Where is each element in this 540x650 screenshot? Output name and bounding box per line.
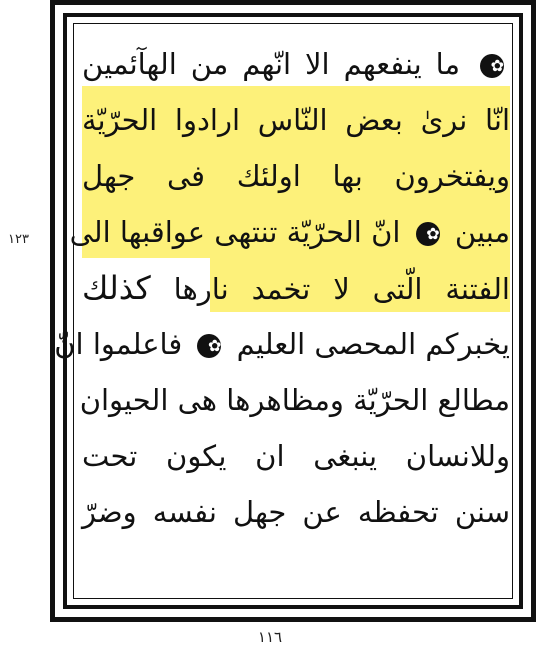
text-block bbox=[54, 36, 510, 596]
text-line-3: ويفتخرون بها اولئك فى جهل bbox=[82, 159, 510, 193]
page-number: ١١٦ bbox=[257, 628, 283, 646]
text-line-4: مبين ✿ انّ الحرّيّة تنتهى عواقبها الى bbox=[82, 204, 510, 260]
text-line-8: وللانسان ينبغى ان يكون تحت bbox=[82, 439, 510, 473]
margin-verse-number: ١٢٣ bbox=[8, 232, 29, 247]
text-line-1: ✿ ما ينفعهم الا انّهم من الهآئمين bbox=[82, 36, 510, 92]
text-line-2: انّا نرىٰ بعض النّاس ارادوا الحرّيّة bbox=[82, 103, 510, 137]
ornament-icon bbox=[197, 334, 221, 358]
text-line-5: الفتنة الّتى لا تخمد نارها كذلك bbox=[82, 269, 510, 307]
text-line-9: سنن تحفظه عن جهل نفسه وضرّ bbox=[82, 495, 510, 529]
ornament-icon bbox=[480, 54, 504, 78]
ornament-icon bbox=[416, 222, 440, 246]
text-line-7: مطالع الحرّيّة ومظاهرها هى الحيوان bbox=[79, 383, 510, 417]
text-line-6: يخبركم المحصى العليم ✿ فاعلموا انّ bbox=[82, 316, 510, 372]
